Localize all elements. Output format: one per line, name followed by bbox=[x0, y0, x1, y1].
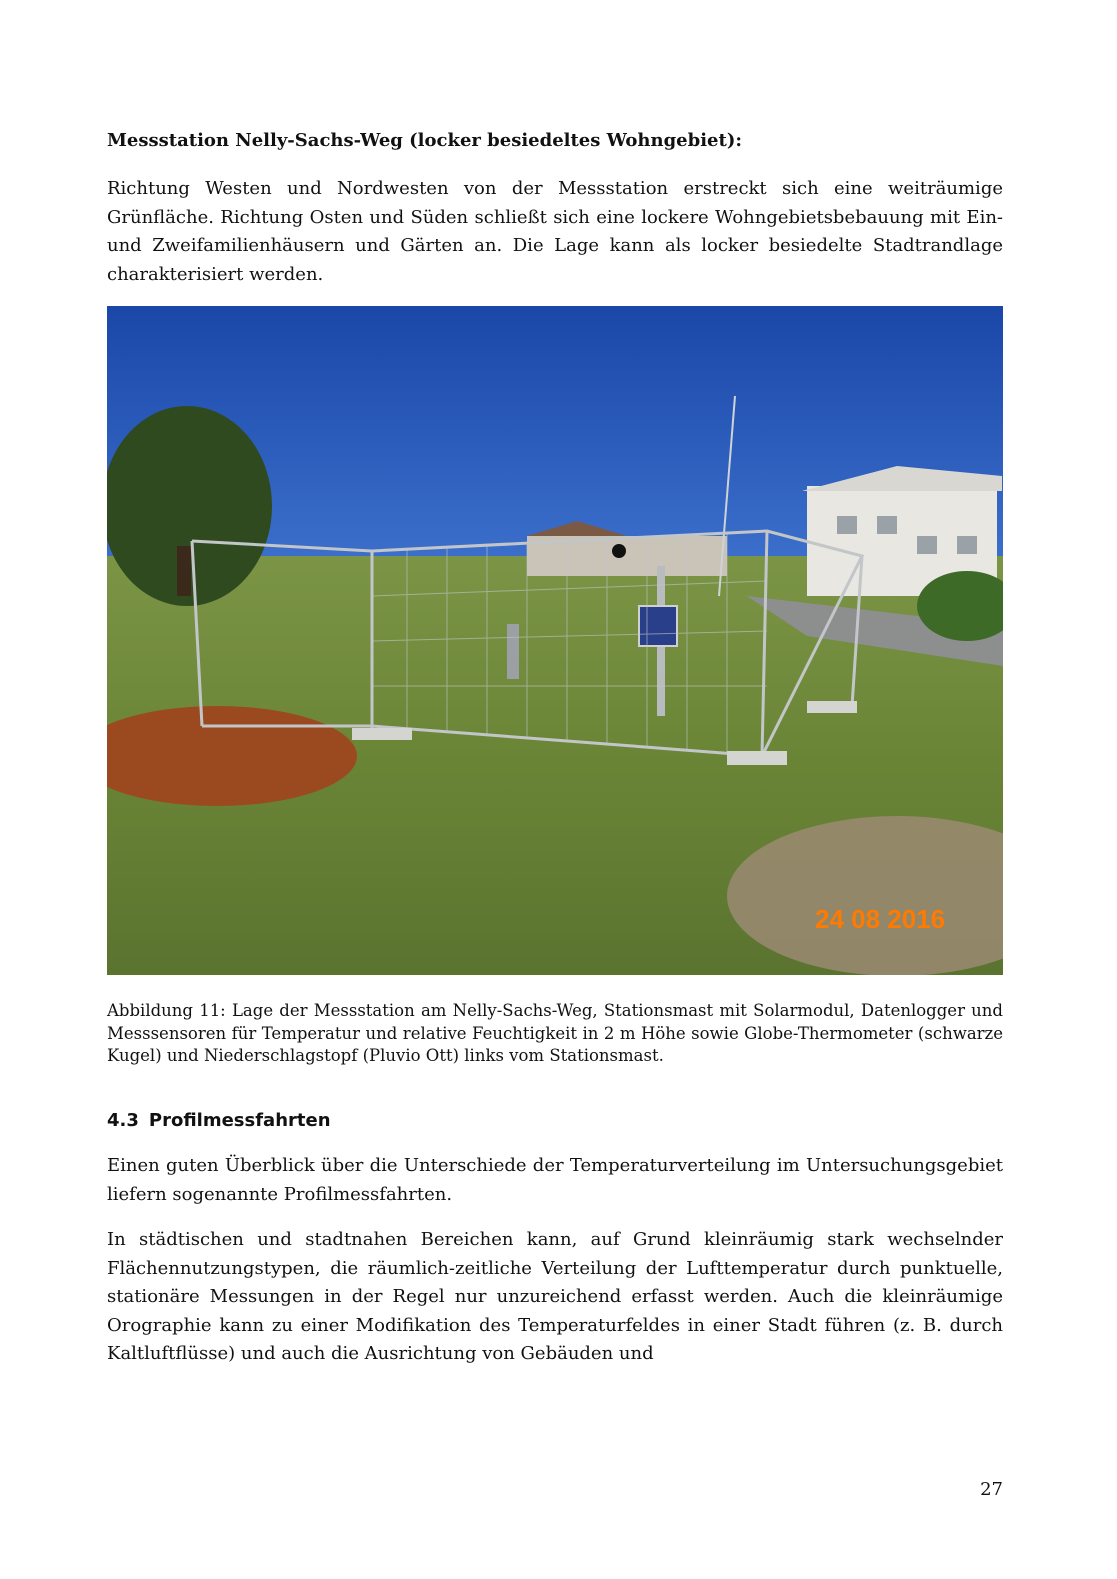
station-paragraph: Richtung Westen und Nordwesten von der Messstation erstreckt sich eine weiträumige Grünfläche. Richtung Osten und Süden schließt sich eine lockere Wohngebietsbebauung mit Ein- und Zweifamilienhäusern und Gärten an. Die Lage kann als locker besiedelte Stadtrandlage charakterisiert werden. bbox=[107, 178, 1003, 285]
section-heading bbox=[107, 1110, 331, 1131]
paragraph-urban: In städtischen und stadtnahen Bereichen kann, auf Grund kleinräumig stark wechselnder Flächennutzungstypen, die räumlich-zeitliche Verteilung der Lufttemperatur durch punktuelle, stationäre Messungen in der Regel nur unzureichend erfasst werden. Auch die kleinräumige Orographie kann zu einer Modifikation des Temperaturfeldes in einer Stadt führen (z. B. durch Kaltluftflüsse) und auch die Ausrichtung von Gebäuden und bbox=[107, 1229, 1003, 1364]
photo-date-stamp: 24 08 2016 bbox=[815, 904, 946, 934]
globe-thermometer bbox=[612, 544, 626, 558]
solar-panel bbox=[639, 606, 677, 646]
page-number: 27 bbox=[980, 1479, 1003, 1500]
paragraph-overview: Einen guten Überblick über die Unterschiede der Temperaturverteilung im Untersuchungsgebiet liefern sogenannte Profilmessfahrten. bbox=[107, 1155, 1003, 1205]
station-photo bbox=[107, 306, 1003, 975]
station-heading: Messstation Nelly-Sachs-Weg (locker besiedeltes Wohngebiet): bbox=[107, 130, 742, 151]
rain-gauge bbox=[507, 624, 519, 679]
section-title: Profilmessfahrten bbox=[148, 1110, 331, 1131]
section-number: 4.3 bbox=[107, 1110, 139, 1131]
figure-caption: Abbildung 11: Lage der Messstation am Nelly-Sachs-Weg, Stationsmast mit Solarmodul, Datenlogger und Messsensoren für Temperatur und relative Feuchtigkeit in 2 m Höhe sowie Globe-Thermometer (schwarze Kugel) und Niederschlagstopf (Pluvio Ott) links vom Stationsmast. bbox=[107, 1001, 1003, 1065]
